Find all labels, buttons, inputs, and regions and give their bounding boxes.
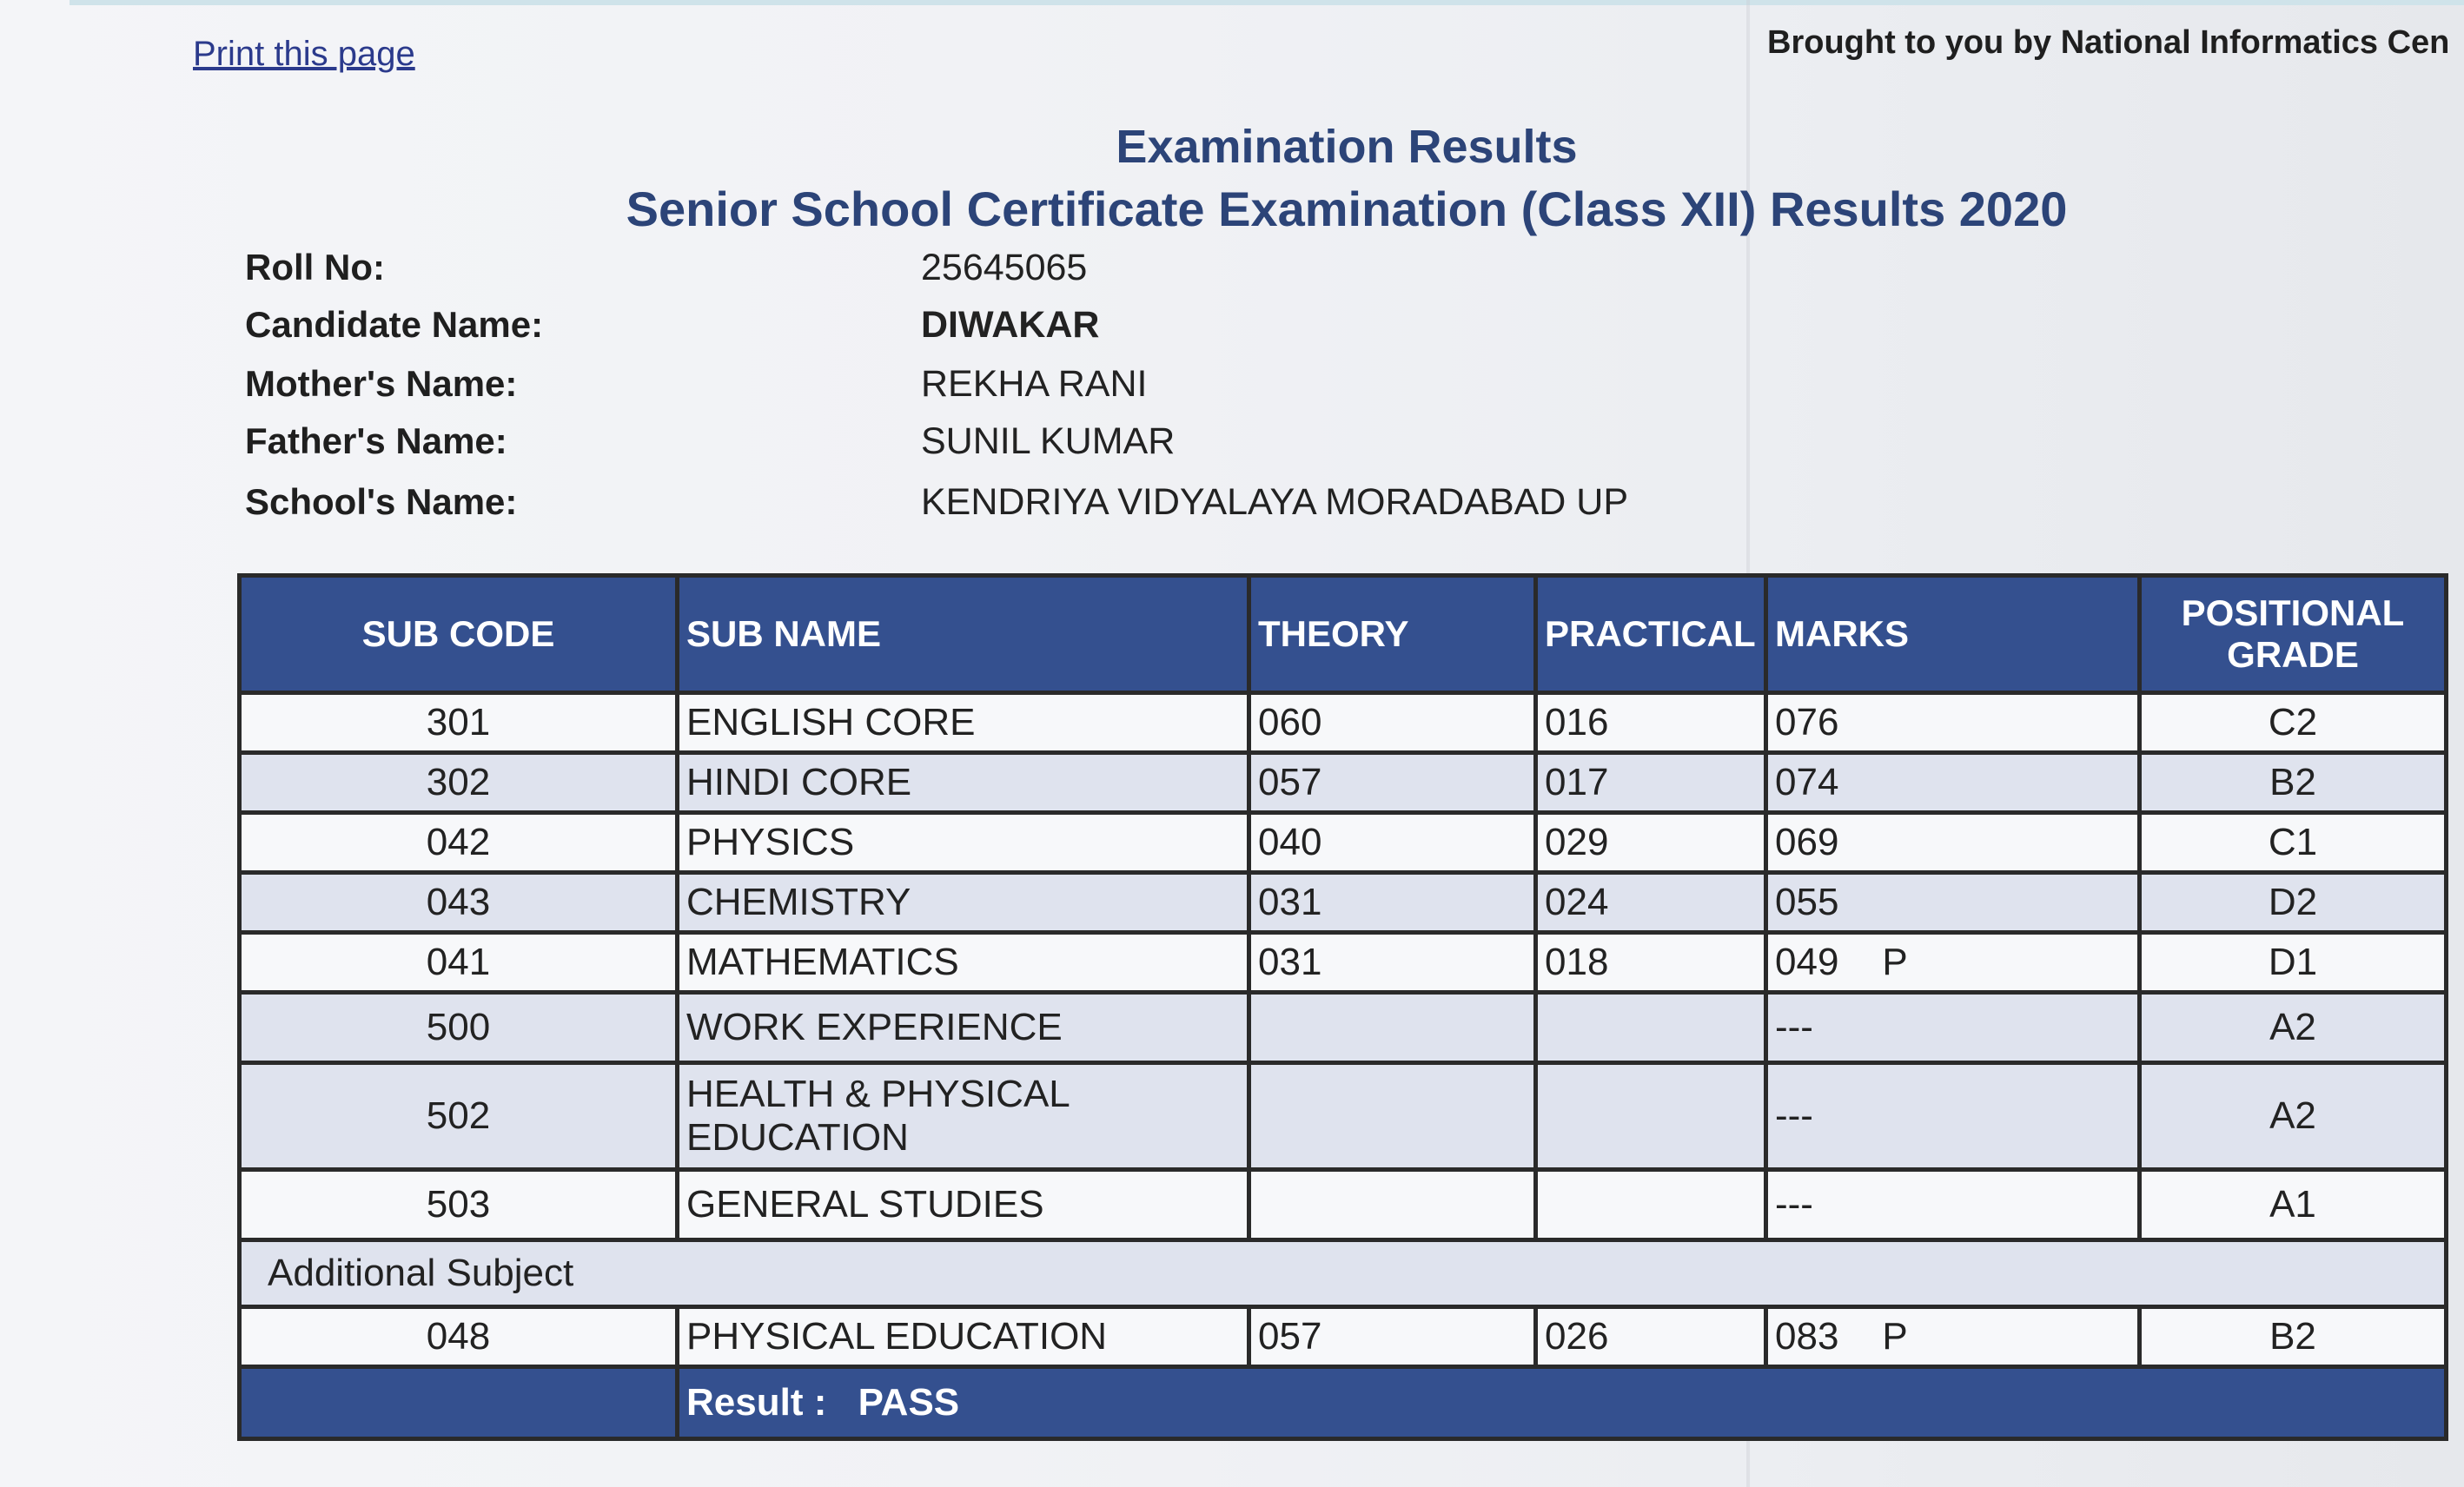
positional-grade: D1 (2140, 933, 2447, 993)
table-row (240, 993, 2447, 1063)
sub-name: ENGLISH CORE (678, 693, 1249, 753)
additional-subject-row (240, 1240, 2447, 1307)
mother-name-value: REKHA RANI (921, 363, 1148, 405)
theory-marks: 057 (1249, 753, 1536, 813)
marks-value: 049 (1775, 941, 1839, 983)
sub-code: 301 (240, 693, 678, 753)
result-label: Result : (686, 1381, 827, 1424)
positional-grade: C1 (2140, 813, 2447, 873)
positional-grade: A2 (2140, 1063, 2447, 1170)
total-marks: 074 (1766, 753, 2140, 813)
theory-marks (1249, 1063, 1536, 1170)
sub-code: 302 (240, 753, 678, 813)
table-row (240, 1170, 2447, 1240)
total-marks: 076 (1766, 693, 2140, 753)
theory-marks (1249, 993, 1536, 1063)
header-positional-grade (2140, 576, 2447, 693)
practical-marks (1536, 1170, 1766, 1240)
table-row (240, 873, 2447, 933)
top-strip (70, 0, 2464, 5)
header-grade-line2: GRADE (2227, 634, 2359, 675)
positional-grade: C2 (2140, 693, 2447, 753)
table-row (240, 1063, 2447, 1170)
sub-name-line1: HEALTH & PHYSICAL (686, 1073, 1070, 1115)
practical-marks: 024 (1536, 873, 1766, 933)
result-row (240, 1367, 2447, 1439)
page-subtitle: Senior School Certificate Examination (Class XII) Results 2020 (626, 182, 2068, 236)
theory-marks: 031 (1249, 873, 1536, 933)
total-marks: --- (1766, 1063, 2140, 1170)
total-marks (1766, 933, 2140, 993)
sub-name: CHEMISTRY (678, 873, 1249, 933)
page-title: Examination Results (1116, 121, 1578, 173)
mother-name-label: Mother's Name: (245, 363, 518, 404)
sub-code: 048 (240, 1307, 678, 1367)
header-sub-name: SUB NAME (678, 576, 1249, 693)
total-marks: 069 (1766, 813, 2140, 873)
sub-name: MATHEMATICS (678, 933, 1249, 993)
total-marks: --- (1766, 993, 2140, 1063)
school-name-label: School's Name: (245, 481, 518, 522)
candidate-name-label: Candidate Name: (245, 304, 544, 345)
sub-code: 503 (240, 1170, 678, 1240)
sub-name-line2: EDUCATION (686, 1116, 909, 1159)
theory-marks: 057 (1249, 1307, 1536, 1367)
theory-marks: 060 (1249, 693, 1536, 753)
sub-code: 043 (240, 873, 678, 933)
practical-marks (1536, 1063, 1766, 1170)
roll-label: Roll No: (245, 247, 385, 287)
table-row (240, 693, 2447, 753)
sub-code: 042 (240, 813, 678, 873)
school-name-value: KENDRIYA VIDYALAYA MORADABAD UP (921, 481, 1629, 523)
brought-by-text: Brought to you by National Informatics Cen (1767, 24, 2450, 61)
total-marks: --- (1766, 1170, 2140, 1240)
header-grade-line1: POSITIONAL (2181, 592, 2405, 633)
table-row (240, 933, 2447, 993)
positional-grade: B2 (2140, 753, 2447, 813)
practical-marks: 017 (1536, 753, 1766, 813)
header-theory: THEORY (1249, 576, 1536, 693)
result-cell (678, 1367, 2447, 1439)
theory-marks (1249, 1170, 1536, 1240)
table-header-row (240, 576, 2447, 693)
father-name-label: Father's Name: (245, 420, 507, 461)
sub-name: PHYSICAL EDUCATION (678, 1307, 1249, 1367)
total-marks: 055 (1766, 873, 2140, 933)
sub-code: 041 (240, 933, 678, 993)
table-row (240, 1307, 2447, 1367)
candidate-name-value: DIWAKAR (921, 304, 1100, 346)
practical-marks: 029 (1536, 813, 1766, 873)
positional-grade: A2 (2140, 993, 2447, 1063)
sub-name: HINDI CORE (678, 753, 1249, 813)
sub-name: GENERAL STUDIES (678, 1170, 1249, 1240)
positional-grade: D2 (2140, 873, 2447, 933)
header-marks: MARKS (1766, 576, 2140, 693)
header-sub-code: SUB CODE (240, 576, 678, 693)
practical-marks: 018 (1536, 933, 1766, 993)
sub-code: 502 (240, 1063, 678, 1170)
results-table (237, 573, 2448, 1441)
sub-name (678, 1063, 1249, 1170)
father-name-value: SUNIL KUMAR (921, 420, 1176, 462)
sub-code: 500 (240, 993, 678, 1063)
practical-marks: 026 (1536, 1307, 1766, 1367)
positional-grade: B2 (2140, 1307, 2447, 1367)
result-spacer (240, 1367, 678, 1439)
marks-value: 083 (1775, 1315, 1839, 1358)
pass-flag: P (1882, 941, 1908, 983)
sub-name: PHYSICS (678, 813, 1249, 873)
theory-marks: 040 (1249, 813, 1536, 873)
print-page-link[interactable]: Print this page (193, 35, 415, 73)
header-practical: PRACTICAL (1536, 576, 1766, 693)
roll-value: 25645065 (921, 247, 1088, 288)
practical-marks: 016 (1536, 693, 1766, 753)
pass-flag: P (1882, 1315, 1908, 1358)
practical-marks (1536, 993, 1766, 1063)
table-row (240, 813, 2447, 873)
positional-grade: A1 (2140, 1170, 2447, 1240)
table-row (240, 753, 2447, 813)
additional-subject-label: Additional Subject (240, 1240, 2447, 1307)
sub-name: WORK EXPERIENCE (678, 993, 1249, 1063)
total-marks (1766, 1307, 2140, 1367)
result-value: PASS (858, 1381, 960, 1424)
theory-marks: 031 (1249, 933, 1536, 993)
